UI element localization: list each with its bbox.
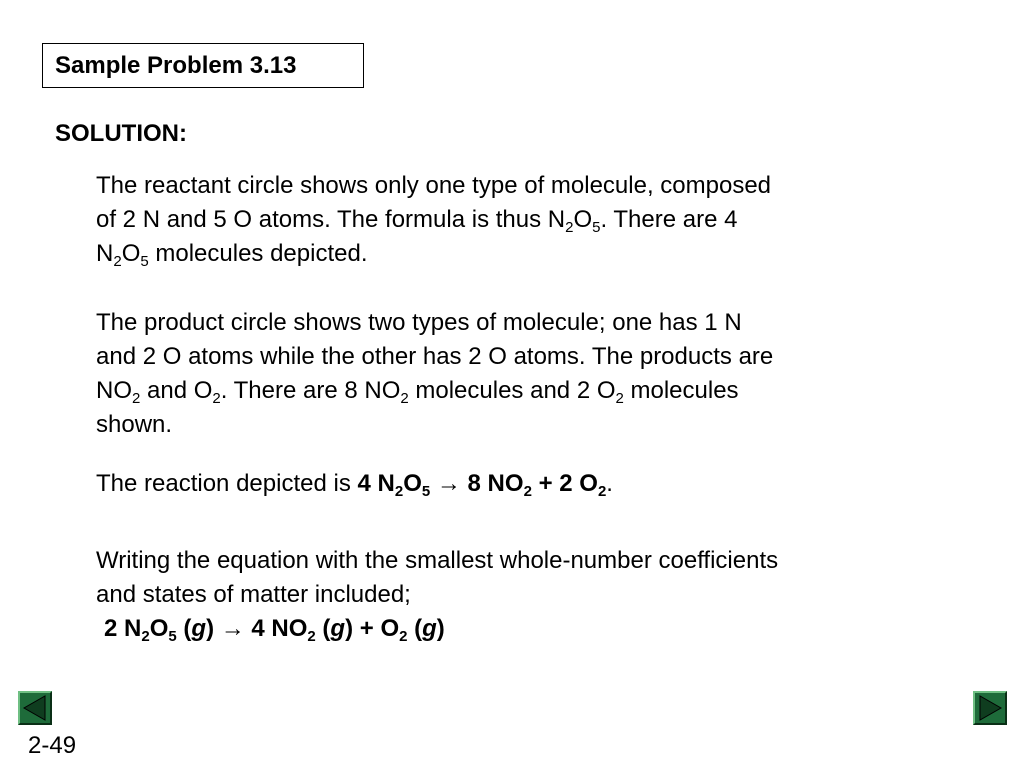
text: NO bbox=[96, 377, 132, 404]
para2-line1: The product circle shows two types of molecule; one has 1 N bbox=[96, 309, 742, 336]
text: ( bbox=[407, 615, 423, 642]
para2-line2: and 2 O atoms while the other has 2 O atoms. The products are bbox=[96, 343, 774, 370]
text: ( bbox=[176, 615, 192, 642]
state-gas: g bbox=[330, 615, 346, 642]
triangle-right-icon bbox=[975, 693, 1005, 723]
para4-line2: and states of matter included; bbox=[96, 581, 411, 608]
paragraph-balanced bbox=[96, 544, 778, 646]
reaction-equation bbox=[357, 470, 607, 500]
text: ( bbox=[315, 615, 331, 642]
text: → 8 NO bbox=[430, 470, 524, 497]
para3-line1 bbox=[96, 467, 613, 501]
subscript: 2 bbox=[565, 219, 574, 236]
para1-line3 bbox=[96, 237, 771, 271]
subscript: 2 bbox=[212, 390, 221, 407]
para2-line3 bbox=[96, 374, 773, 408]
text: ) + O bbox=[345, 615, 400, 642]
state-gas: g bbox=[191, 615, 207, 642]
text: The reaction depicted is bbox=[96, 470, 358, 497]
previous-slide-button[interactable] bbox=[18, 691, 52, 725]
text: ) → 4 NO bbox=[206, 615, 308, 642]
subscript: 2 bbox=[523, 483, 532, 500]
subscript: 5 bbox=[168, 628, 177, 645]
subscript: 2 bbox=[113, 253, 122, 270]
subscript: 2 bbox=[615, 390, 624, 407]
text: 4 N bbox=[357, 470, 395, 497]
para1-line1: The reactant circle shows only one type of molecule, composed bbox=[96, 172, 772, 199]
text: . bbox=[606, 470, 613, 497]
subscript: 2 bbox=[132, 390, 141, 407]
text: . There are 4 bbox=[600, 206, 738, 233]
text: . There are 8 NO bbox=[220, 377, 401, 404]
slide-title: Sample Problem 3.13 bbox=[55, 52, 297, 79]
title-box bbox=[42, 43, 364, 88]
text: 2 N bbox=[104, 615, 142, 642]
para1-line2 bbox=[96, 203, 771, 237]
text: + 2 O bbox=[531, 470, 598, 497]
text: O bbox=[121, 240, 141, 267]
subscript: 5 bbox=[592, 219, 601, 236]
text: molecules and 2 O bbox=[408, 377, 616, 404]
paragraph-reaction bbox=[96, 467, 613, 501]
subscript: 2 bbox=[400, 390, 409, 407]
text: O bbox=[149, 615, 169, 642]
text: molecules bbox=[623, 377, 739, 404]
text: N bbox=[96, 240, 114, 267]
para4-line1: Writing the equation with the smallest whole-number coefficients bbox=[96, 547, 779, 574]
para2-line4: shown. bbox=[96, 411, 173, 438]
text: O bbox=[403, 470, 422, 497]
page-number: 2-49 bbox=[28, 732, 77, 759]
subscript: 2 bbox=[307, 628, 316, 645]
subscript: 5 bbox=[140, 253, 149, 270]
subscript: 2 bbox=[394, 483, 404, 500]
text: of 2 N and 5 O atoms. The formula is thus N bbox=[96, 206, 566, 233]
subscript: 5 bbox=[421, 483, 431, 500]
text: O bbox=[573, 206, 593, 233]
text: ) bbox=[436, 615, 445, 642]
text: and O bbox=[140, 377, 213, 404]
solution-label: SOLUTION: bbox=[55, 120, 187, 147]
subscript: 2 bbox=[597, 483, 607, 500]
balanced-equation bbox=[96, 612, 778, 646]
subscript: 2 bbox=[141, 628, 150, 645]
next-slide-button[interactable] bbox=[973, 691, 1007, 725]
state-gas: g bbox=[422, 615, 437, 642]
paragraph-reactant bbox=[96, 169, 771, 271]
triangle-left-icon bbox=[20, 693, 50, 723]
subscript: 2 bbox=[399, 628, 408, 645]
text: molecules depicted. bbox=[148, 240, 368, 267]
paragraph-product bbox=[96, 306, 773, 442]
